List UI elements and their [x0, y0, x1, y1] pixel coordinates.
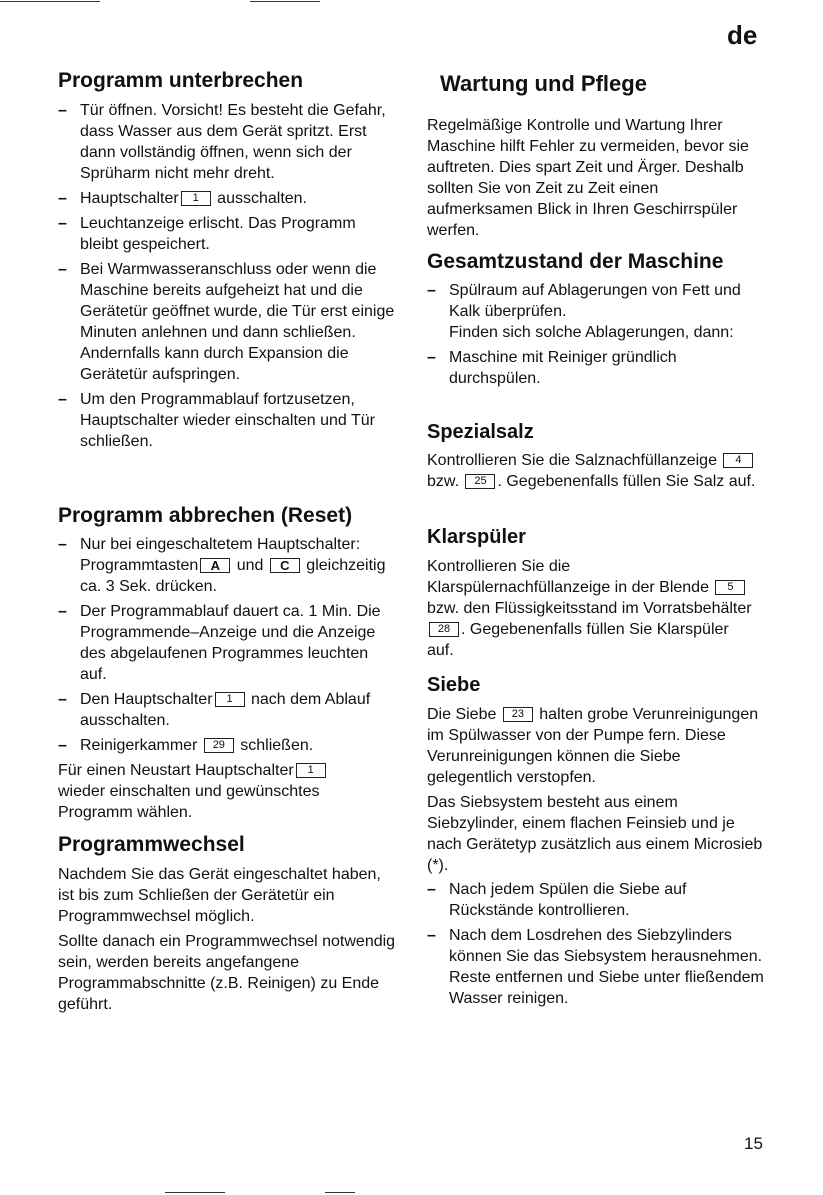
list-item: – Nur bei eingeschaltetem Hauptschalter: Programmtasten A und C gleichzeitig ca. 3 Sek. drücken.: [58, 534, 398, 597]
scan-rule: [165, 1192, 225, 1193]
overall-condition-list: [427, 280, 767, 393]
list-item: – Tür öffnen. Vorsicht! Es besteht die Gefahr, dass Wasser aus dem Gerät spritzt. Erst dann vollständig öffnen, wenn sich der Sprüharm nicht mehr dreht.: [58, 100, 398, 184]
reservoir-key: 28: [429, 622, 459, 637]
scan-rule: [325, 1192, 355, 1193]
scan-rule: [250, 1, 320, 2]
salt-indicator-key-alt: 25: [465, 474, 495, 489]
list-item: – Der Programmablauf dauert ca. 1 Min. Die Programmende–Anzeige und die Anzeige des abgelaufenen Programmes leuchten auf.: [58, 601, 398, 685]
list-item: – Bei Warmwasseranschluss oder wenn die Maschine bereits aufgeheizt hat und die Gerätetür geöffnet wurde, die Tür erst einige Minuten anlehnen und dann schließen. Andernfalls kann durch Expansion die Gerätetür aufspringen.: [58, 259, 398, 385]
section-title: Programm unterbrechen: [58, 69, 304, 92]
section-title: Programm abbrechen (Reset): [58, 504, 353, 527]
filter-system-paragraph: Das Siebsystem besteht aus einem Siebzylinder, einem flachen Feinsieb und je nach Gerätetyp zusätzlich aus einem Microsieb (*).: [427, 794, 763, 874]
paragraph: Sollte danach ein Programmwechsel notwendig sein, werden bereits angefangene Programmabschnitte (z.B. Reinigen) zu Ende geführt.: [58, 933, 396, 1013]
list-item: – Spülraum auf Ablagerungen von Fett und Kalk überprüfen. Finden sich solche Ablagerungen, dann:: [427, 280, 767, 343]
list-item: – Nach dem Losdrehen des Siebzylinders können Sie das Siebsystem herausnehmen. Reste entfernen und Siebe unter fließendem Wasser reinigen.: [427, 925, 767, 1009]
program-key-a: A: [200, 558, 230, 573]
section-title: Programmwechsel: [58, 833, 245, 856]
filters-paragraph: Die Siebe 23 halten grobe Verunreinigungen im Spülwasser von der Pumpe fern. Diese Verunreinigungen können die Siebe gelegentlich verstopfen.: [427, 706, 759, 786]
list-item: – Leuchtanzeige erlischt. Das Programm bleibt gespeichert.: [58, 213, 398, 255]
list-item: – Reinigerkammer 29 schließen.: [58, 735, 398, 756]
restart-paragraph: Für einen Neustart Hauptschalter 1 wieder einschalten und gewünschtes Programm wählen.: [58, 760, 378, 823]
list-item: – Um den Programmablauf fortzusetzen, Hauptschalter wieder einschalten und Tür schließen.: [58, 389, 398, 452]
language-tag: de: [727, 20, 758, 50]
salt-indicator-key: 4: [723, 453, 753, 468]
main-switch-key: 1: [181, 191, 211, 206]
reset-steps-list: [58, 534, 398, 760]
filters-key: 23: [503, 707, 533, 722]
detergent-chamber-key: 29: [204, 738, 234, 753]
program-key-c: C: [270, 558, 300, 573]
main-title: Wartung und Pflege: [440, 71, 647, 96]
paragraph: Nachdem Sie das Gerät eingeschaltet haben, ist bis zum Schließen der Gerätetür ein Programmwechsel möglich.: [58, 866, 381, 925]
section-title: Gesamtzustand der Maschine: [427, 250, 724, 273]
page-number: 15: [744, 1134, 763, 1153]
salt-paragraph: Kontrollieren Sie die Salznachfüllanzeige 4 bzw. 25 . Gegebenenfalls füllen Sie Salz auf.: [427, 452, 756, 490]
rinse-aid-indicator-key: 5: [715, 580, 745, 595]
section-title: Klarspüler: [427, 526, 526, 548]
section-title: Siebe: [427, 674, 481, 696]
rinse-aid-paragraph: Kontrollieren Sie die Klarspülernachfüllanzeige in der Blende 5 bzw. den Flüssigkeitsstand im Vorratsbehälter28 . Gegebenenfalls füllen Sie Klarspüler auf.: [427, 558, 752, 659]
filter-steps-list: [427, 879, 767, 1013]
scan-rule: [0, 1, 100, 2]
list-item: – Den Hauptschalter 1 nach dem Ablauf ausschalten.: [58, 689, 398, 731]
interrupt-steps-list: [58, 100, 398, 456]
list-item: – Maschine mit Reiniger gründlich durchspülen.: [427, 347, 767, 389]
section-title: Spezialsalz: [427, 421, 534, 443]
intro-paragraph: Regelmäßige Kontrolle und Wartung Ihrer Maschine hilft Fehler zu vermeiden, bevor sie auftreten. Dies spart Zeit und Ärger. Deshalb sollten Sie von Zeit zu Zeit einen aufmerksamen Blick in Ihren Geschirrspüler werfen.: [427, 117, 749, 239]
list-item: – Nach jedem Spülen die Siebe auf Rückstände kontrollieren.: [427, 879, 767, 921]
main-switch-key: 1: [215, 692, 245, 707]
main-switch-key: 1: [296, 763, 326, 778]
list-item: – Hauptschalter 1 ausschalten.: [58, 188, 398, 209]
